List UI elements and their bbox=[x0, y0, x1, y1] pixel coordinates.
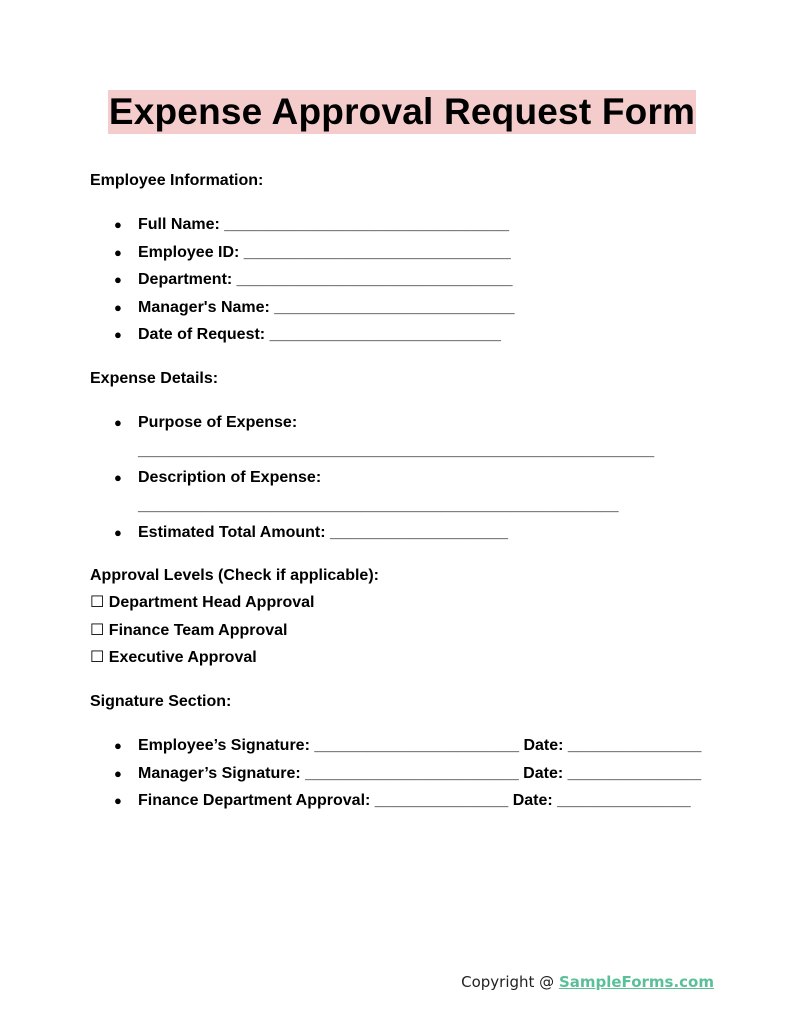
field-full-name[interactable]: ● Full Name: ________________________________ bbox=[90, 211, 515, 239]
field-date-of-request[interactable]: ● Date of Request: __________________________ bbox=[90, 321, 515, 349]
checkbox-department-head-approval[interactable]: ☐ Department Head Approval bbox=[90, 594, 315, 611]
signature-section-heading: Signature Section: bbox=[90, 693, 232, 710]
description-label: ● Description of Expense: bbox=[138, 469, 322, 486]
checkbox-executive-approval[interactable]: ☐ Executive Approval bbox=[90, 649, 257, 666]
field-department[interactable]: ● Department: _______________________________ bbox=[90, 266, 515, 294]
field-purpose-of-expense[interactable] bbox=[90, 409, 678, 464]
page-title: Expense Approval Request Form bbox=[108, 91, 696, 132]
field-manager-signature[interactable]: ● Manager’s Signature: ________________________ Date: _______________ bbox=[90, 760, 701, 788]
purpose-label: ● Purpose of Expense: bbox=[138, 414, 298, 431]
description-line[interactable]: ______________________________________________________ bbox=[138, 496, 619, 514]
expense-details-heading: Expense Details: bbox=[90, 370, 219, 387]
checkbox-finance-team-approval[interactable]: ☐ Finance Team Approval bbox=[90, 621, 288, 639]
copyright-footer bbox=[461, 972, 714, 992]
employee-info-heading: Employee Information: bbox=[90, 172, 264, 189]
title-wrapper bbox=[0, 90, 804, 134]
signature-list bbox=[90, 732, 701, 815]
purpose-line[interactable]: __________________________________________________________ bbox=[138, 441, 655, 459]
sampleforms-link[interactable]: SampleForms.com bbox=[558, 973, 714, 991]
field-employee-signature[interactable]: ● Employee’s Signature: _______________________ Date: _______________ bbox=[90, 732, 701, 760]
field-employee-id[interactable]: ● Employee ID: ______________________________ bbox=[90, 239, 515, 267]
expense-details-list bbox=[90, 409, 678, 547]
field-description-of-expense[interactable] bbox=[90, 464, 678, 519]
approval-levels-list bbox=[90, 589, 314, 672]
copyright-text: Copyright @ bbox=[461, 973, 559, 991]
field-manager-name[interactable]: ● Manager's Name: ___________________________ bbox=[90, 294, 515, 322]
field-estimated-total-amount[interactable]: ● Estimated Total Amount: ____________________ bbox=[90, 519, 678, 547]
field-finance-approval[interactable]: ● Finance Department Approval: _______________ Date: _______________ bbox=[90, 787, 701, 815]
employee-info-list bbox=[90, 211, 515, 349]
approval-levels-heading: Approval Levels (Check if applicable): bbox=[90, 567, 379, 584]
